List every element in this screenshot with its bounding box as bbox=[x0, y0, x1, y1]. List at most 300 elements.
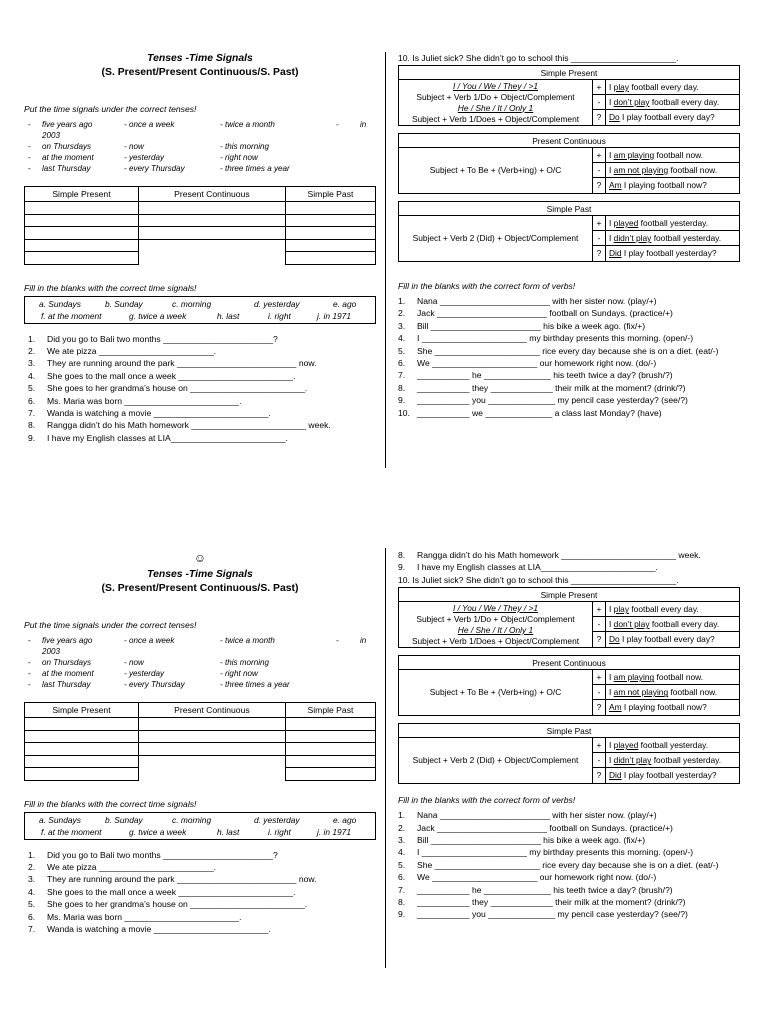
example-text: football every day. bbox=[629, 604, 699, 615]
formula bbox=[399, 602, 593, 647]
blank-cell[interactable] bbox=[25, 252, 139, 265]
item-number: 4. bbox=[398, 847, 406, 858]
instruction-fill-signals: Fill in the blanks with the correct time signals! bbox=[24, 798, 197, 809]
signal: five years ago bbox=[42, 636, 93, 645]
option: a. Sundays bbox=[39, 814, 81, 825]
worksheet-copy-2 bbox=[0, 512, 768, 1024]
blank-cell[interactable] bbox=[25, 718, 139, 731]
sign: + bbox=[593, 216, 606, 230]
item-text: Ms. Maria was born ________________________. bbox=[47, 395, 242, 406]
item-number: 4. bbox=[28, 370, 36, 381]
right-column bbox=[398, 52, 740, 419]
list-item[interactable] bbox=[28, 345, 376, 357]
example-text: I bbox=[609, 165, 614, 175]
signal-row bbox=[24, 152, 376, 163]
example-row bbox=[593, 768, 739, 783]
example-verb: am not playing bbox=[613, 687, 669, 698]
list-item[interactable] bbox=[28, 395, 376, 407]
signal: last Thursday bbox=[42, 164, 91, 173]
formula-text: Subject + Verb 1/Does + Object/Complement bbox=[411, 113, 580, 124]
list-item[interactable] bbox=[398, 345, 740, 357]
item-text: ___________ he ______________ his teeth twice a day? (brush/?) bbox=[417, 370, 673, 381]
list-item[interactable] bbox=[28, 432, 376, 444]
item-number: 1. bbox=[28, 849, 36, 860]
signal: - every Thursday bbox=[124, 164, 185, 173]
example-verb: Do bbox=[609, 112, 620, 122]
example-text: I bbox=[609, 150, 614, 160]
example-verb: Did bbox=[609, 248, 622, 258]
sign: + bbox=[593, 80, 606, 94]
example-text: I play football every day? bbox=[619, 112, 715, 122]
example-row bbox=[593, 148, 739, 163]
list-item[interactable] bbox=[398, 295, 740, 307]
blank-cell[interactable] bbox=[25, 239, 139, 252]
list-item[interactable] bbox=[398, 394, 740, 406]
left-column bbox=[24, 52, 376, 444]
list-item[interactable] bbox=[398, 809, 740, 821]
signal: - this morning bbox=[220, 142, 270, 151]
list-item[interactable] bbox=[398, 357, 740, 369]
item-number: 9. bbox=[398, 562, 406, 573]
blank-cell[interactable] bbox=[285, 755, 375, 768]
example-text: I bbox=[609, 604, 614, 615]
list-item[interactable] bbox=[398, 884, 740, 896]
item-number: 6. bbox=[28, 395, 36, 406]
item-text: Rangga didn’t do his Math homework ________________________ week. bbox=[417, 550, 701, 560]
item-number: 2. bbox=[28, 861, 36, 872]
blank-cell[interactable] bbox=[285, 730, 375, 743]
example-verb: play bbox=[613, 604, 630, 615]
example-row bbox=[593, 738, 739, 753]
bullet: - bbox=[28, 142, 31, 151]
option: f. at the moment bbox=[41, 826, 102, 837]
formula: Subject + Verb 2 (Did) + Object/Complement bbox=[399, 216, 593, 261]
list-item[interactable] bbox=[28, 419, 376, 431]
signal: 2003 bbox=[42, 647, 61, 656]
blank-cell[interactable] bbox=[285, 227, 375, 240]
box-body bbox=[399, 148, 739, 193]
example-text: football every day. bbox=[649, 619, 720, 630]
list-item[interactable] bbox=[398, 834, 740, 846]
item-number: 3. bbox=[28, 874, 36, 885]
sign: + bbox=[593, 148, 606, 162]
list-item[interactable] bbox=[398, 549, 740, 561]
title-line-2: (S. Present/Present Continuous/S. Past) bbox=[101, 67, 299, 78]
header-simple-past: Simple Past bbox=[285, 187, 375, 202]
left-column bbox=[24, 552, 376, 935]
item-text: Bill _______________________ his bike a week ago. (fix/+) bbox=[417, 835, 646, 846]
list-item[interactable] bbox=[398, 896, 740, 908]
blank-cell[interactable] bbox=[285, 202, 375, 215]
blank-cell[interactable] bbox=[138, 718, 285, 731]
item-number: 4. bbox=[398, 333, 406, 344]
list-item[interactable] bbox=[398, 846, 740, 858]
formula-subjects: He / She / It / Only 1 bbox=[457, 102, 534, 113]
blank-cell[interactable] bbox=[138, 214, 285, 227]
example-text: I bbox=[609, 218, 614, 228]
example-text: I bbox=[609, 97, 614, 107]
blank-cell[interactable] bbox=[285, 743, 375, 756]
example-text: I bbox=[609, 755, 614, 766]
options-row bbox=[29, 298, 371, 310]
list-item[interactable] bbox=[28, 886, 376, 898]
formula-subjects: He / She / It / Only 1 bbox=[457, 624, 534, 635]
list-item[interactable] bbox=[398, 320, 740, 332]
tense-sort-table bbox=[24, 702, 376, 781]
title-line-1: Tenses -Time Signals bbox=[147, 53, 253, 64]
box-heading: Present Continuous bbox=[399, 134, 739, 148]
item-text: Wanda is watching a movie ________________________. bbox=[47, 407, 271, 418]
item-text: I have my English classes at LIA________________________. bbox=[47, 432, 288, 443]
item-text: We ______________________ our homework right now. (do/-) bbox=[417, 872, 657, 883]
item-number: 10. bbox=[398, 574, 410, 585]
signal-row bbox=[24, 646, 376, 657]
signal: - now bbox=[124, 142, 144, 151]
item-text: ___________ you ______________ my pencil case yesterday? (see/?) bbox=[417, 909, 688, 920]
item-number: 8. bbox=[28, 420, 36, 431]
blank-cell[interactable] bbox=[138, 227, 285, 240]
signal-row bbox=[24, 163, 376, 174]
blank-cell[interactable] bbox=[25, 768, 139, 781]
list-item[interactable] bbox=[28, 370, 376, 382]
blank-cell bbox=[138, 755, 285, 768]
list-item[interactable] bbox=[28, 407, 376, 419]
sign: - bbox=[593, 753, 606, 767]
item-number: 8. bbox=[398, 897, 406, 908]
item-number: 9. bbox=[28, 432, 36, 443]
list-item[interactable] bbox=[28, 849, 376, 861]
signal: last Thursday bbox=[42, 680, 91, 689]
bullet: - bbox=[336, 120, 339, 129]
options-row bbox=[29, 310, 371, 322]
example-text: football now. bbox=[654, 150, 704, 160]
item-number: 1. bbox=[398, 296, 406, 306]
item-number: 5. bbox=[28, 899, 36, 910]
list-item[interactable] bbox=[398, 871, 740, 883]
bullet: - bbox=[28, 669, 31, 678]
signal: - three times a year bbox=[220, 164, 290, 173]
option: j. in 1971 bbox=[317, 826, 351, 837]
option: h. last bbox=[217, 310, 240, 321]
examples bbox=[593, 738, 739, 783]
bullet: - bbox=[28, 153, 31, 162]
signal-row bbox=[24, 679, 376, 690]
item-text: ___________ they _____________ their milk at the moment? (drink/?) bbox=[417, 897, 686, 908]
item-number: 8. bbox=[398, 382, 406, 393]
item-text: She ______________________ rice every day because she is on a diet. (eat/-) bbox=[417, 345, 719, 356]
example-row bbox=[593, 670, 739, 685]
instruction-fill-verbs: Fill in the blanks with the correct form of verbs! bbox=[398, 795, 576, 806]
example-row bbox=[593, 685, 739, 700]
blank-cell[interactable] bbox=[25, 743, 139, 756]
header-simple-present: Simple Present bbox=[25, 187, 139, 202]
header-simple-past: Simple Past bbox=[285, 703, 375, 718]
bullet: - bbox=[28, 164, 31, 173]
example-text: football yesterday. bbox=[638, 740, 709, 751]
example-text: I bbox=[609, 233, 614, 243]
examples bbox=[593, 216, 739, 261]
example-row bbox=[593, 216, 739, 231]
bullet: - bbox=[28, 120, 31, 129]
formula-text: Subject + Verb 1/Do + Object/Complement bbox=[416, 91, 575, 102]
option: b. Sunday bbox=[105, 298, 143, 309]
sign: + bbox=[593, 602, 606, 616]
formula: Subject + To Be + (Verb+ing) + O/C bbox=[399, 148, 593, 193]
list-item[interactable] bbox=[28, 911, 376, 923]
examples bbox=[593, 670, 739, 715]
signal: - yesterday bbox=[124, 153, 165, 162]
option: d. yesterday bbox=[254, 814, 300, 825]
header-simple-present: Simple Present bbox=[25, 703, 139, 718]
signal-row bbox=[24, 668, 376, 679]
signal-row bbox=[24, 119, 376, 130]
example-row bbox=[593, 700, 739, 715]
example-row bbox=[593, 617, 739, 632]
item-number: 7. bbox=[28, 923, 36, 934]
item-text: Jack _______________________ football on Sundays. (practice/+) bbox=[417, 822, 673, 833]
list-item[interactable] bbox=[398, 307, 740, 319]
example-verb: Am bbox=[609, 180, 622, 190]
example-row bbox=[593, 178, 739, 193]
item-text: She goes to her grandma’s house on ________________________. bbox=[47, 899, 308, 910]
formula-subjects: I / You / We / They / >1 bbox=[452, 80, 539, 91]
option: a. Sundays bbox=[39, 298, 81, 309]
example-text: I bbox=[609, 82, 614, 92]
item-number: 1. bbox=[398, 810, 406, 821]
item-number: 7. bbox=[398, 884, 406, 895]
blank-cell[interactable] bbox=[285, 252, 375, 265]
signal: five years ago bbox=[42, 120, 93, 129]
formula-text: Subject + Verb 1/Do + Object/Complement bbox=[416, 613, 575, 624]
example-verb: play bbox=[613, 82, 630, 92]
item-text: ___________ you ______________ my pencil case yesterday? (see/?) bbox=[417, 395, 688, 406]
box-heading: Simple Present bbox=[399, 66, 739, 80]
list-item[interactable] bbox=[398, 908, 740, 920]
item-text: Rangga didn’t do his Math homework ________________________ week. bbox=[47, 420, 331, 431]
item-text: She goes to the mall once a week ________________________. bbox=[47, 886, 296, 897]
example-text: football every day. bbox=[649, 97, 720, 107]
item-number: 6. bbox=[398, 872, 406, 883]
example-verb: don’t play bbox=[613, 619, 650, 630]
list-item[interactable] bbox=[398, 332, 740, 344]
sign: ? bbox=[593, 246, 606, 261]
option: g. twice a week bbox=[129, 310, 187, 321]
title-line-1: Tenses -Time Signals bbox=[147, 569, 253, 580]
list-item[interactable] bbox=[398, 822, 740, 834]
item-text: I ______________________ my birthday presents this morning. (open/-) bbox=[417, 847, 694, 858]
item-number: 10. bbox=[398, 407, 410, 418]
option: b. Sunday bbox=[105, 814, 143, 825]
example-text: I bbox=[609, 740, 614, 751]
formula bbox=[399, 80, 593, 125]
signal: on Thursdays bbox=[42, 658, 92, 667]
example-text: I playing football now? bbox=[621, 702, 707, 713]
item-text: We ______________________ our homework right now. (do/-) bbox=[417, 358, 657, 369]
item-text: ___________ he ______________ his teeth twice a day? (brush/?) bbox=[417, 884, 673, 895]
tense-sort-table bbox=[24, 186, 376, 265]
instruction-signals: Put the time signals under the correct tenses! bbox=[24, 104, 197, 114]
list-item[interactable] bbox=[28, 357, 376, 369]
blank-cell[interactable] bbox=[25, 202, 139, 215]
example-row bbox=[593, 80, 739, 95]
item-number: 7. bbox=[398, 370, 406, 381]
sign: + bbox=[593, 670, 606, 684]
item-text: They are running around the park _________________________ now. bbox=[47, 874, 317, 885]
item-text: Did you go to Bali two months _______________________? bbox=[47, 333, 278, 344]
example-verb: Do bbox=[609, 634, 620, 645]
formula: Subject + Verb 2 (Did) + Object/Complement bbox=[399, 738, 593, 783]
signal: - right now bbox=[220, 153, 258, 162]
sign: - bbox=[593, 231, 606, 245]
example-verb: Did bbox=[609, 770, 622, 781]
blank-cell[interactable] bbox=[285, 239, 375, 252]
example-text: football yesterday. bbox=[638, 218, 709, 228]
item-text: Wanda is watching a movie ________________________. bbox=[47, 923, 271, 934]
bullet: - bbox=[28, 636, 31, 645]
sign: - bbox=[593, 685, 606, 699]
item-text: She ______________________ rice every day because she is on a diet. (eat/-) bbox=[417, 859, 719, 870]
option: e. ago bbox=[333, 814, 357, 825]
list-item[interactable] bbox=[28, 333, 376, 345]
sign: + bbox=[593, 738, 606, 752]
signal: at the moment bbox=[42, 153, 94, 162]
option: i. right bbox=[268, 310, 291, 321]
blank-cell bbox=[138, 252, 285, 265]
verb-exercise-list bbox=[398, 295, 740, 419]
option: e. ago bbox=[333, 298, 357, 309]
sign: ? bbox=[593, 768, 606, 783]
item-number: 2. bbox=[28, 345, 36, 356]
list-item[interactable] bbox=[28, 873, 376, 885]
question-10: 10. Is Juliet sick? She didn’t go to school this ______________________. bbox=[398, 53, 679, 63]
list-item[interactable] bbox=[28, 861, 376, 873]
list-item[interactable] bbox=[398, 561, 740, 573]
example-text: I bbox=[609, 619, 614, 630]
signal-exercise-list bbox=[28, 333, 376, 445]
list-item[interactable] bbox=[398, 574, 740, 586]
formula-subjects: I / You / We / They / >1 bbox=[452, 602, 539, 613]
signal-row bbox=[24, 130, 376, 141]
signal: - once a week bbox=[124, 120, 175, 129]
signal-exercise-list bbox=[28, 849, 376, 936]
blank-cell[interactable] bbox=[138, 730, 285, 743]
sign: ? bbox=[593, 632, 606, 647]
example-verb: Am bbox=[609, 702, 622, 713]
item-number: 1. bbox=[28, 333, 36, 344]
box-body bbox=[399, 670, 739, 715]
example-text: I bbox=[609, 687, 614, 698]
box-body bbox=[399, 80, 739, 125]
blank-cell[interactable] bbox=[25, 755, 139, 768]
sign: - bbox=[593, 95, 606, 109]
signal: - right now bbox=[220, 669, 258, 678]
option: c. morning bbox=[172, 298, 212, 309]
example-row bbox=[593, 753, 739, 768]
signal: on Thursdays bbox=[42, 142, 92, 151]
item-text: Is Juliet sick? She didn’t go to school this ______________________. bbox=[412, 574, 679, 585]
simple-present-box bbox=[398, 65, 740, 126]
item-text: Ms. Maria was born ________________________. bbox=[47, 911, 242, 922]
example-row bbox=[593, 163, 739, 178]
example-row bbox=[593, 95, 739, 110]
item-number: 5. bbox=[398, 345, 406, 356]
item-number: 3. bbox=[28, 358, 36, 369]
item-text: I ______________________ my birthday presents this morning. (open/-) bbox=[417, 333, 694, 344]
blank-cell[interactable] bbox=[285, 718, 375, 731]
signal: - twice a month bbox=[220, 120, 275, 129]
present-continuous-box bbox=[398, 655, 740, 716]
item-text: They are running around the park _________________________ now. bbox=[47, 358, 317, 369]
examples bbox=[593, 80, 739, 125]
blank-cell[interactable] bbox=[25, 227, 139, 240]
example-text: football yesterday. bbox=[651, 233, 722, 243]
signal: - this morning bbox=[220, 658, 270, 667]
blank-cell[interactable] bbox=[25, 730, 139, 743]
sign: - bbox=[593, 163, 606, 177]
item-text: Nana _______________________ with her sister now. (play/+) bbox=[417, 296, 657, 306]
present-continuous-box bbox=[398, 133, 740, 194]
blank-cell[interactable] bbox=[138, 743, 285, 756]
list-item[interactable] bbox=[398, 859, 740, 871]
bullet: - bbox=[336, 636, 339, 645]
example-text: I playing football now? bbox=[621, 180, 707, 190]
list-item[interactable] bbox=[398, 407, 740, 419]
blank-cell[interactable] bbox=[285, 214, 375, 227]
list-item[interactable] bbox=[398, 369, 740, 381]
signal-row bbox=[24, 635, 376, 646]
example-text: football yesterday. bbox=[651, 755, 722, 766]
item-text: We ate pizza ________________________. bbox=[47, 861, 217, 872]
box-body bbox=[399, 738, 739, 783]
item-number: 2. bbox=[398, 308, 406, 319]
instruction-fill-verbs: Fill in the blanks with the correct form of verbs! bbox=[398, 281, 576, 291]
example-text: football now. bbox=[668, 165, 718, 175]
list-item[interactable] bbox=[398, 382, 740, 394]
item-text: ___________ they _____________ their milk at the moment? (drink/?) bbox=[417, 382, 686, 393]
item-text: We ate pizza ________________________. bbox=[47, 345, 217, 356]
blank-cell[interactable] bbox=[138, 202, 285, 215]
right-column bbox=[398, 549, 740, 921]
item-number: 7. bbox=[28, 407, 36, 418]
box-heading: Present Continuous bbox=[399, 656, 739, 670]
example-text: I bbox=[609, 672, 614, 683]
blank-cell bbox=[138, 768, 285, 781]
example-text: football every day. bbox=[629, 82, 699, 92]
item-number: 4. bbox=[28, 886, 36, 897]
options-row bbox=[29, 826, 371, 838]
header-present-continuous: Present Continuous bbox=[138, 187, 285, 202]
list-item[interactable] bbox=[28, 923, 376, 935]
blank-cell[interactable] bbox=[25, 214, 139, 227]
blank-cell[interactable] bbox=[285, 768, 375, 781]
item-text: ___________ we ______________ a class last Monday? (have) bbox=[417, 407, 662, 418]
list-item[interactable] bbox=[28, 898, 376, 910]
signal: - once a week bbox=[124, 636, 175, 645]
blank-cell bbox=[138, 239, 285, 252]
list-item[interactable] bbox=[28, 382, 376, 394]
example-verb: am playing bbox=[613, 150, 655, 160]
signal: - now bbox=[124, 658, 144, 667]
formula-text: Subject + Verb 1/Does + Object/Complement bbox=[411, 635, 580, 646]
signal: at the moment bbox=[42, 669, 94, 678]
signal: - three times a year bbox=[220, 680, 290, 689]
example-row bbox=[593, 602, 739, 617]
bullet: - bbox=[28, 680, 31, 689]
item-text: I have my English classes at LIA________________________. bbox=[417, 562, 658, 573]
options-box bbox=[24, 296, 376, 324]
example-text: I play football yesterday? bbox=[621, 770, 717, 781]
simple-present-box bbox=[398, 587, 740, 648]
